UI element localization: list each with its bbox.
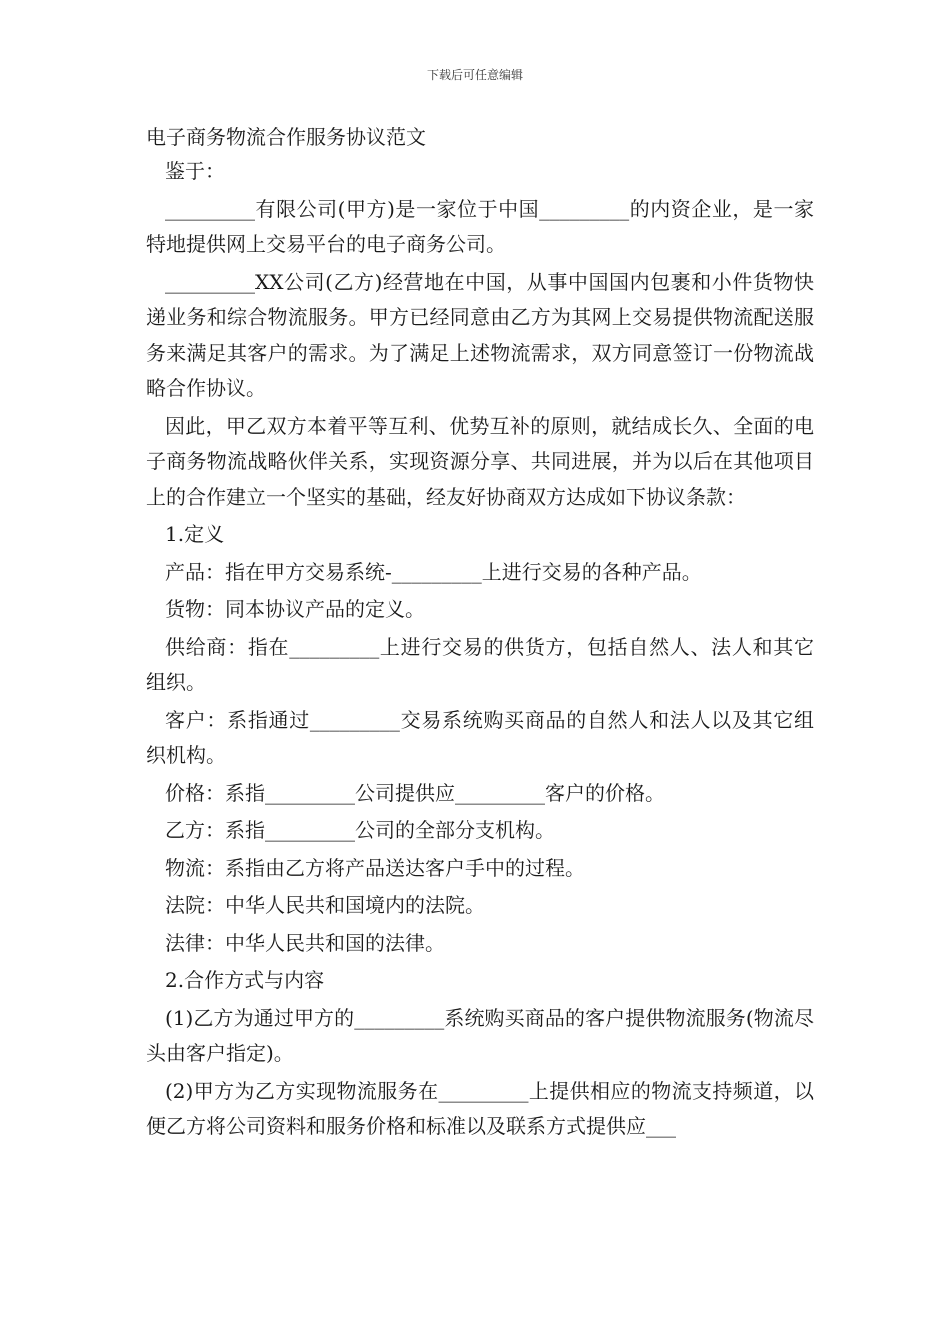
whereas-label: 鉴于： bbox=[165, 159, 225, 183]
definition-customer: 客户：系指通过_________交易系统购买商品的自然人和法人以及其它组织机构。 bbox=[146, 707, 814, 767]
paragraph-party-b: _________XX公司(乙方)经营地在中国，从事中国国内包裹和小件货物快递业务和综合物流服务。甲方已经同意由乙方为其网上交易提供物流配送服务来满足其客户的需求。为了满足上述物流需求，双方同意签订一份物流战略合作协议。 bbox=[146, 269, 814, 400]
cooperation-item-2: (2)甲方为乙方实现物流服务在_________上提供相应的物流支持频道，以便乙方将公司资料和服务价格和标准以及联系方式提供应___ bbox=[146, 1078, 814, 1138]
paragraph-therefore: 因此，甲乙双方本着平等互利、优势互补的原则，就结成长久、全面的电子商务物流战略伙伴关系，实现资源分享、共同进展，并为以后在其他项目上的合作建立一个坚实的基础，经友好协商双方达成如下协议条款： bbox=[146, 413, 814, 509]
section-heading-definitions: 1.定义 bbox=[165, 522, 225, 546]
definition-product: 产品：指在甲方交易系统-_________上进行交易的各种产品。 bbox=[165, 559, 702, 584]
cooperation-item-1: (1)乙方为通过甲方的_________系统购买商品的客户提供物流服务(物流尽头由客户指定)。 bbox=[146, 1005, 814, 1065]
definition-price: 价格：系指_________公司提供应_________客户的价格。 bbox=[165, 780, 665, 805]
definition-goods: 货物：同本协议产品的定义。 bbox=[165, 597, 425, 621]
definition-supplier: 供给商：指在_________上进行交易的供货方，包括自然人、法人和其它组织。 bbox=[146, 634, 814, 694]
definition-party-b: 乙方：系指_________公司的全部分支机构。 bbox=[165, 818, 555, 842]
definition-logistics: 物流：系指由乙方将产品送达客户手中的过程。 bbox=[165, 855, 585, 880]
definition-court: 法院：中华人民共和国境内的法院。 bbox=[165, 893, 485, 917]
page-header-note: 下载后可任意编辑 bbox=[426, 68, 523, 82]
document-body bbox=[146, 120, 814, 1147]
definition-law: 法律：中华人民共和国的法律。 bbox=[165, 930, 445, 955]
document-title: 电子商务物流合作服务协议范文 bbox=[146, 125, 426, 149]
section-heading-cooperation: 2.合作方式与内容 bbox=[165, 968, 325, 992]
paragraph-party-a: _________有限公司(甲方)是一家位于中国_________的内资企业，是一家特地提供网上交易平台的电子商务公司。 bbox=[146, 196, 814, 256]
